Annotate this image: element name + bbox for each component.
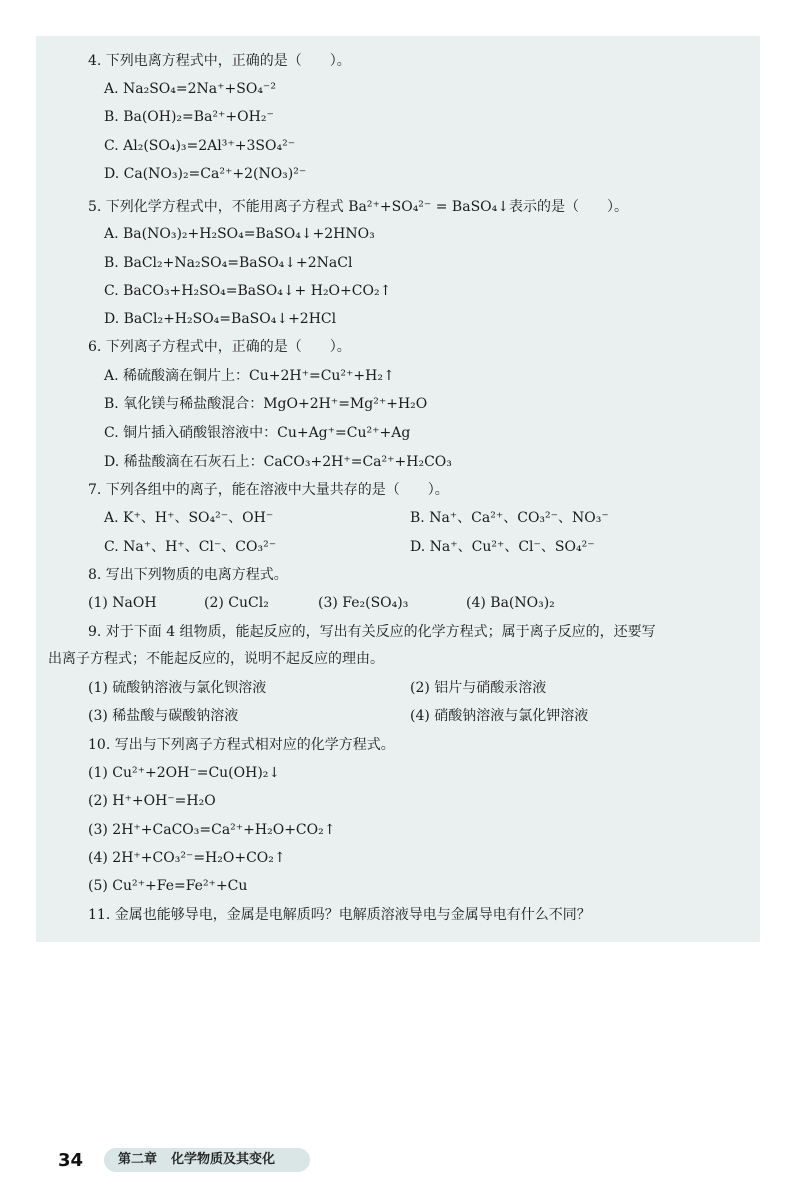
q10-item-2: (2) H⁺+OH⁻=H₂O: [88, 793, 216, 809]
q9-stem-line1: 9. 对于下面 4 组物质，能起反应的，写出有关反应的化学方程式；属于离子反应的，还要写: [88, 624, 656, 640]
q4-option-a: A. Na₂SO₄=2Na⁺+SO₄⁻²: [104, 81, 276, 97]
q4-option-b: B. Ba(OH)₂=Ba²⁺+OH₂⁻: [104, 109, 274, 125]
q8-item-1: (1) NaOH: [88, 595, 157, 611]
q4-option-d: D. Ca(NO₃)₂=Ca²⁺+2(NO₃)²⁻: [104, 166, 307, 182]
q9-item-3: (3) 稀盐酸与碳酸钠溶液: [88, 708, 239, 724]
page-number: 34: [58, 1150, 84, 1171]
q7-option-c: C. Na⁺、H⁺、Cl⁻、CO₃²⁻: [104, 539, 277, 555]
chapter-number: 第二章: [118, 1152, 158, 1167]
q7-stem: 7. 下列各组中的离子，能在溶液中大量共存的是（ ）。: [88, 482, 449, 498]
q6-option-a: A. 稀硫酸滴在铜片上：Cu+2H⁺=Cu²⁺+H₂↑: [104, 368, 395, 384]
q5-option-a: A. Ba(NO₃)₂+H₂SO₄=BaSO₄↓+2HNO₃: [104, 226, 375, 242]
q5-option-c: C. BaCO₃+H₂SO₄=BaSO₄↓+ H₂O+CO₂↑: [104, 283, 392, 299]
q10-stem: 10. 写出与下列离子方程式相对应的化学方程式。: [88, 737, 395, 753]
q10-item-5: (5) Cu²⁺+Fe=Fe²⁺+Cu: [88, 878, 248, 894]
q8-item-4: (4) Ba(NO₃)₂: [466, 595, 555, 611]
q7-option-b: B. Na⁺、Ca²⁺、CO₃²⁻、NO₃⁻: [410, 510, 609, 526]
q11-stem: 11. 金属也能够导电，金属是电解质吗？电解质溶液导电与金属导电有什么不同？: [88, 907, 591, 923]
q5-option-d: D. BaCl₂+H₂SO₄=BaSO₄↓+2HCl: [104, 311, 337, 327]
q5-stem: 5. 下列化学方程式中，不能用离子方程式 Ba²⁺+SO₄²⁻ = BaSO₄↓表示的是（ ）。: [88, 199, 628, 215]
chapter-title: 化学物质及其变化: [171, 1152, 276, 1167]
q6-option-c: C. 铜片插入硝酸银溶液中：Cu+Ag⁺=Cu²⁺+Ag: [104, 425, 411, 441]
q10-item-4: (4) 2H⁺+CO₃²⁻=H₂O+CO₂↑: [88, 850, 286, 866]
q6-stem: 6. 下列离子方程式中，正确的是（ ）。: [88, 339, 351, 355]
q9-stem-line2: 出离子方程式；不能起反应的，说明不起反应的理由。: [48, 651, 384, 667]
q8-item-3: (3) Fe₂(SO₄)₃: [318, 595, 409, 611]
q7-option-d: D. Na⁺、Cu²⁺、Cl⁻、SO₄²⁻: [410, 539, 595, 555]
q10-item-1: (1) Cu²⁺+2OH⁻=Cu(OH)₂↓: [88, 765, 281, 781]
q8-stem: 8. 写出下列物质的电离方程式。: [88, 567, 288, 583]
q5-option-b: B. BaCl₂+Na₂SO₄=BaSO₄↓+2NaCl: [104, 255, 353, 271]
q9-item-4: (4) 硝酸钠溶液与氯化钾溶液: [410, 708, 589, 724]
q10-item-3: (3) 2H⁺+CaCO₃=Ca²⁺+H₂O+CO₂↑: [88, 822, 336, 838]
q6-option-d: D. 稀盐酸滴在石灰石上：CaCO₃+2H⁺=Ca²⁺+H₂CO₃: [104, 454, 452, 470]
q9-item-2: (2) 铝片与硝酸汞溶液: [410, 680, 547, 696]
q8-item-2: (2) CuCl₂: [204, 595, 269, 611]
q4-option-c: C. Al₂(SO₄)₃=2Al³⁺+3SO₄²⁻: [104, 138, 296, 154]
q7-option-a: A. K⁺、H⁺、SO₄²⁻、OH⁻: [104, 510, 274, 526]
q6-option-b: B. 氧化镁与稀盐酸混合：MgO+2H⁺=Mg²⁺+H₂O: [104, 396, 428, 412]
q9-item-1: (1) 硫酸钠溶液与氯化钡溶液: [88, 680, 267, 696]
q4-stem: 4. 下列电离方程式中，正确的是（ ）。: [88, 53, 351, 69]
chapter-banner: [104, 1148, 310, 1172]
